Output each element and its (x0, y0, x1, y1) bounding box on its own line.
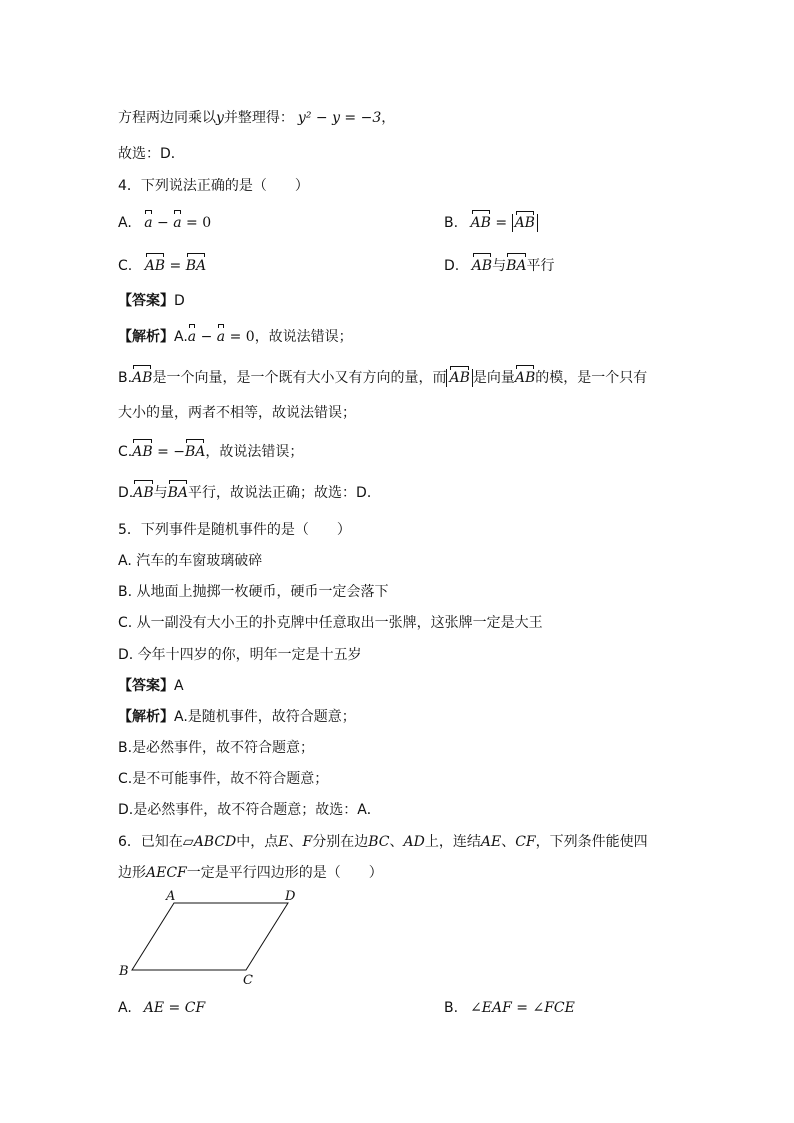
text: 分别在边 (312, 834, 369, 850)
operator: = (165, 258, 186, 274)
q6-stem-line2 (118, 863, 383, 883)
option-expression: ∠EAF = ∠FCE (470, 1000, 575, 1016)
point-e: E (278, 834, 289, 850)
parallelogram-shape (132, 903, 288, 970)
q4-answer (118, 291, 185, 311)
text: 上，连结 (424, 834, 481, 850)
q5-explain-a (118, 707, 356, 727)
option-label: C. (118, 258, 133, 274)
vector-ab: AB (133, 485, 154, 501)
q5-stem: 5．下列事件是随机事件的是（ ） (118, 522, 351, 538)
q4-option-d (444, 256, 555, 276)
equation-line (118, 108, 395, 128)
segment-ae: AE (480, 834, 502, 850)
text: 、 (389, 834, 404, 850)
explain-tag: 【解析】 (118, 709, 174, 725)
parallelogram-figure (110, 884, 310, 990)
text: 6．已知在 (118, 834, 183, 850)
segment-bc: BC (368, 834, 390, 850)
q4-explain-b (118, 368, 647, 388)
vector-ba: BA (167, 485, 189, 501)
operator: − (152, 215, 174, 231)
vector-ab-magnitude: AB (514, 215, 535, 231)
q4-explain-b-cont: 大小的量，两者不相等，故说法错误； (118, 405, 356, 421)
q4-explain-a (118, 327, 353, 347)
option-label: B. (444, 215, 459, 231)
text: 与 (492, 258, 507, 274)
vector-ba: BA (185, 444, 206, 460)
math-var: y (216, 110, 224, 126)
q4-explain-d (118, 483, 381, 503)
parallelogram-name: ▱ABCD (182, 834, 237, 850)
text: 的模，是一个只有 (535, 370, 648, 386)
text: 是向量 (472, 370, 515, 386)
vector-ab: AB (132, 370, 153, 386)
text: 并整理得： (223, 110, 294, 126)
vertex-a: A (166, 889, 176, 904)
q5-explain-b: B.是必然事件，故不符合题意； (118, 740, 315, 756)
q5-answer (118, 676, 184, 696)
equals-zero: = 0 (225, 329, 255, 345)
text: 与 (153, 485, 168, 501)
vector-ab: AB (470, 215, 491, 231)
q5-explain-d: D.是必然事件，故不符合题意；故选：A． (118, 802, 381, 818)
vertex-d: D (285, 889, 296, 904)
option-label: B. (118, 370, 133, 386)
q5-option-a: A. 汽车的车窗玻璃破碎 (118, 553, 263, 569)
vector-ab: AB (132, 444, 153, 460)
point-f: F (302, 834, 313, 850)
option-label: A. (118, 1000, 132, 1016)
option-label: B. (444, 1000, 459, 1016)
answer-tag: 【答案】 (118, 678, 174, 694)
text: 方程两边同乘以 (118, 110, 216, 126)
vector-a: a (173, 215, 182, 231)
option-label: A. (118, 215, 132, 231)
math-equation: y² − y = −3 (297, 110, 382, 126)
vector-a: a (187, 329, 197, 345)
q6-stem-line1 (118, 832, 648, 852)
option-label: D. (118, 485, 134, 501)
text: ，故说法错误； (254, 329, 353, 345)
q4-stem: 4．下列说法正确的是（ ） (118, 178, 309, 194)
answer-value: A (174, 678, 184, 694)
vector-ab: AB (514, 370, 536, 386)
segment-cf: CF (515, 834, 536, 850)
equals-zero: = 0 (181, 215, 212, 231)
vector-ab: AB (144, 258, 166, 274)
operator: = − (152, 444, 186, 460)
text: 、 (288, 834, 303, 850)
vector-a: a (144, 215, 153, 231)
text: ， (381, 110, 396, 126)
text: 边形 (118, 865, 146, 881)
q4-option-c (118, 256, 206, 276)
segment-ad: AD (403, 834, 425, 850)
answer-value: D (174, 293, 185, 309)
vector-ba: BA (185, 258, 207, 274)
q5-option-d: D. 今年十四岁的你，明年一定是十五岁 (118, 647, 362, 663)
explain-tag: 【解析】 (118, 329, 174, 345)
text: 平行 (526, 258, 555, 274)
vertex-b: B (119, 964, 129, 979)
option-label: D. (444, 258, 460, 274)
q4-explain-c (118, 442, 303, 462)
choose-line: 故选：D． (118, 146, 185, 162)
text: A.是随机事件，故符合题意； (174, 709, 356, 725)
q5-option-c: C. 从一副没有大小王的扑克牌中任意取出一张牌，这张牌一定是大王 (118, 615, 543, 631)
q5-explain-c: C.是不可能事件，故不符合题意； (118, 771, 329, 787)
answer-tag: 【答案】 (118, 293, 174, 309)
vertex-c: C (243, 973, 253, 988)
text: ，故说法错误； (205, 444, 304, 460)
vector-ba: BA (506, 258, 527, 274)
q4-option-b (444, 213, 538, 233)
option-expression: AE = CF (143, 1000, 206, 1016)
text: 是一个向量，是一个既有大小又有方向的量，而 (152, 370, 447, 386)
q6-option-a (118, 998, 205, 1018)
option-label: C. (118, 444, 133, 460)
vector-ab-magnitude: AB (449, 370, 470, 386)
text: 中，点 (236, 834, 279, 850)
text: 一定是平行四边形的是（ ） (186, 865, 383, 881)
text: 、 (501, 834, 516, 850)
operator: = (490, 215, 512, 231)
vector-ab: AB (471, 258, 493, 274)
q4-option-a (118, 213, 211, 233)
q6-option-b (444, 998, 575, 1018)
option-label: A. (174, 329, 188, 345)
text: 平行，故说法正确；故选：D． (188, 485, 381, 501)
q5-option-b: B. 从地面上抛掷一枚硬币，硬币一定会落下 (118, 584, 389, 600)
text: ，下列条件能使四 (535, 834, 648, 850)
vector-a: a (216, 329, 226, 345)
operator: − (196, 329, 217, 345)
quadrilateral-name: AECF (146, 865, 187, 881)
